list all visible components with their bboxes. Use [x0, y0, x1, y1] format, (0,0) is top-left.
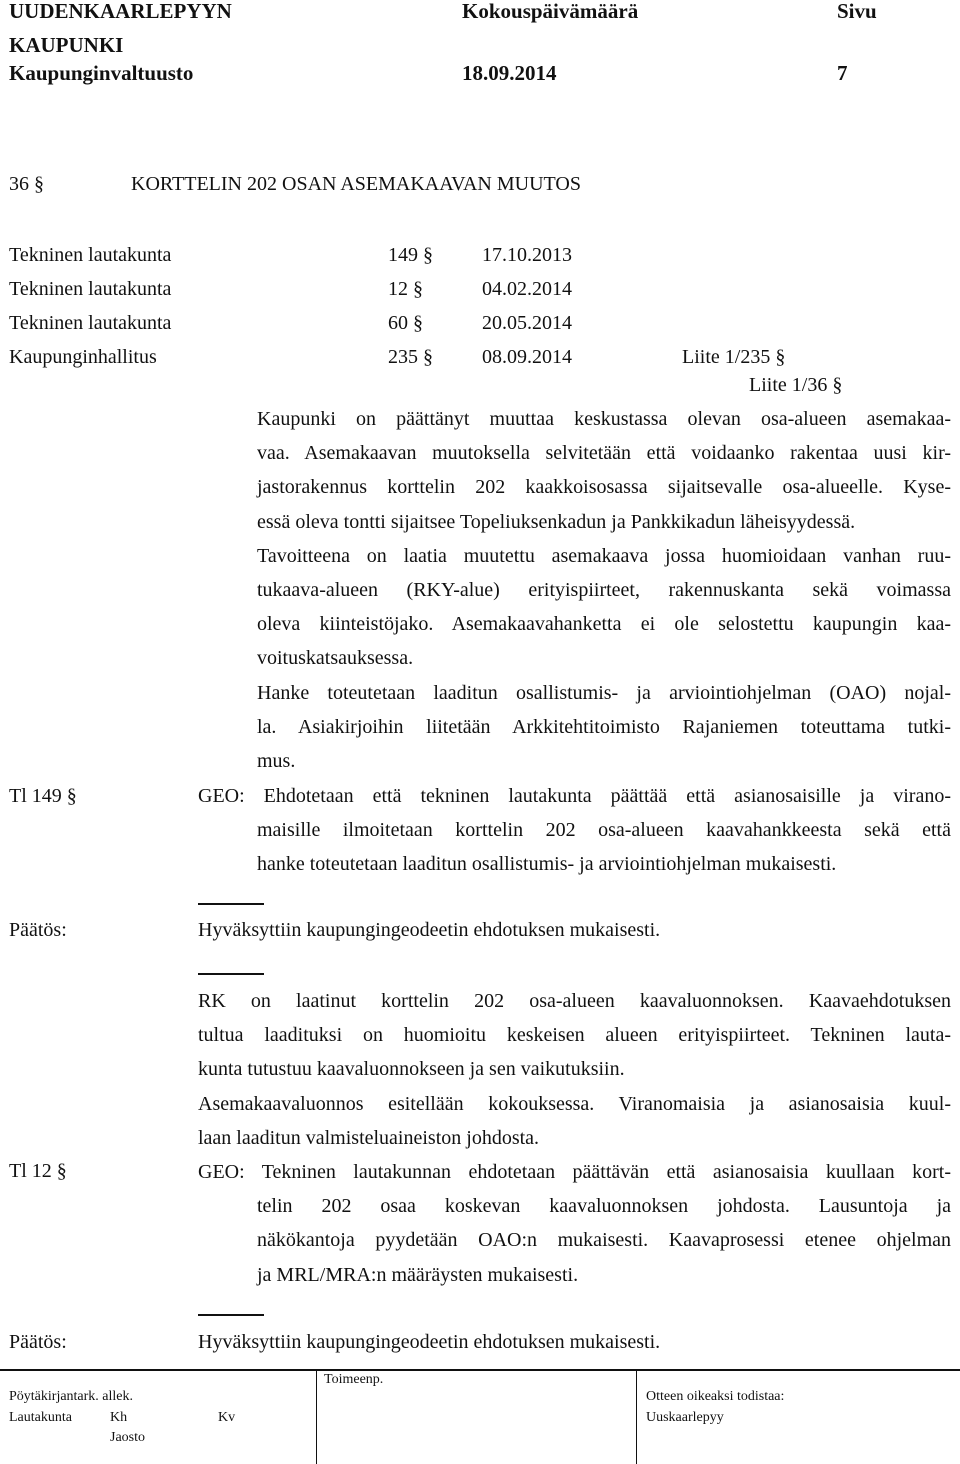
- footer-toimeenp: Toimeenp.: [324, 1372, 384, 1387]
- meeting-body: Kaupunginvaltuusto: [9, 61, 194, 85]
- history-date: 08.09.2014: [482, 346, 572, 368]
- history-date: 20.05.2014: [482, 312, 572, 334]
- text-line: maisille ilmoitetaan korttelin 202 osa-alueen kaavahankkeesta sekä että: [257, 819, 951, 842]
- text-line: Kaupunki on päättänyt muuttaa keskustassa olevan osa-alueen asemakaa-: [257, 408, 951, 430]
- decision-text: Hyväksyttiin kaupungingeodeetin ehdotuksen mukaisesti.: [198, 1331, 661, 1353]
- org-name-line1: UUDENKAARLEPYYN: [9, 0, 232, 23]
- history-date: 04.02.2014: [482, 278, 572, 300]
- text-line: Hanke toteutetaan laaditun osallistumis- ja arviointiohjelman (OAO) nojal-: [257, 681, 951, 704]
- section-number: 36 §: [9, 173, 44, 195]
- separator-line: [198, 903, 264, 905]
- intro-text: [257, 402, 951, 778]
- signature-label: Pöytäkirjantark. allek.: [9, 1389, 134, 1404]
- tl149-proposal: [198, 779, 951, 882]
- page-number: 7: [837, 61, 848, 85]
- decision-label: Päätös:: [9, 919, 67, 941]
- decision-label: Päätös:: [9, 1331, 67, 1353]
- history-body: Tekninen lautakunta: [9, 244, 172, 266]
- section-title: KORTTELIN 202 OSAN ASEMAKAAVAN MUUTOS: [131, 173, 581, 195]
- footer-divider: [636, 1370, 637, 1464]
- text-line: Asemakaavaluonnos esitellään kokouksessa. Viranomaisia ja asianosaisia kuul-: [198, 1092, 951, 1115]
- text-line: la. Asiakirjoihin liitetään Arkkitehtitoimisto Rajaniemen toteuttama tutki-: [257, 715, 951, 738]
- footer-lautakunta: Lautakunta: [9, 1410, 72, 1425]
- text-line: kunta tutustuu kaavaluonnokseen ja sen vaikutuksiin.: [198, 1058, 625, 1081]
- history-paragraph: 60 §: [388, 312, 423, 334]
- text-line: Tavoitteena on laatia muutettu asemakaava jossa huomioidaan vanhan ruu-: [257, 544, 951, 567]
- text-line: ja MRL/MRA:n määräysten mukaisesti.: [257, 1263, 579, 1286]
- tl12-proposal: [198, 1155, 951, 1292]
- tl149-label: Tl 149 §: [9, 785, 77, 807]
- text-line: vaa. Asemakaavan muutoksella selvitetään että voidaanko rakentaa uusi kir-: [257, 442, 951, 465]
- org-name-line2: KAUPUNKI: [9, 33, 124, 57]
- footer-place: Uuskaarlepyy: [646, 1410, 724, 1425]
- attachment-ref: Liite 1/235 §: [682, 346, 786, 368]
- text-line: RK on laatinut korttelin 202 osa-alueen kaavaluonnoksen. Kaavaehdotuksen: [198, 990, 951, 1012]
- date-label: Kokouspäivämäärä: [462, 0, 639, 23]
- text-line: hanke toteutetaan laaditun osallistumis- ja arviointiohjelman mukaisesti.: [257, 853, 837, 876]
- text-line: essä oleva tontti sijaitsee Topeliuksenkadun ja Pankkikadun läheisyydessä.: [257, 510, 856, 533]
- history-paragraph: 12 §: [388, 278, 423, 300]
- footer-jaosto: Jaosto: [110, 1430, 145, 1445]
- footer-rule: [0, 1369, 960, 1371]
- text-line: tultua laadituksi on huomioitu keskeisen alueen erityispiirteet. Tekninen lauta-: [198, 1024, 951, 1047]
- separator-line: [198, 973, 264, 975]
- history-body: Tekninen lautakunta: [9, 312, 172, 334]
- copy-certified-label: Otteen oikeaksi todistaa:: [646, 1389, 785, 1404]
- history-date: 17.10.2013: [482, 244, 572, 266]
- history-paragraph: 235 §: [388, 346, 433, 368]
- page-label: Sivu: [837, 0, 877, 23]
- rk-text: [198, 984, 951, 1155]
- tl12-label: Tl 12 §: [9, 1160, 67, 1182]
- text-line: mus.: [257, 750, 296, 773]
- history-body: Kaupunginhallitus: [9, 346, 157, 368]
- footer-kh: Kh: [110, 1410, 128, 1425]
- separator-line: [198, 1314, 264, 1316]
- text-line: oleva kiinteistöjako. Asemakaavahanketta ei ole selostettu kaupungin kaa-: [257, 613, 951, 636]
- footer-kv: Kv: [218, 1410, 236, 1425]
- history-body: Tekninen lautakunta: [9, 278, 172, 300]
- text-line: telin 202 osaa koskevan kaavaluonnoksen johdosta. Lausuntoja ja: [257, 1195, 951, 1218]
- text-line: laan laaditun valmisteluaineiston johdosta.: [198, 1126, 540, 1149]
- text-line: GEO: Tekninen lautakunnan ehdotetaan päättävän että asianosaisia kuullaan kort-: [198, 1161, 951, 1183]
- text-line: jastorakennus korttelin 202 kaakkoisosassa sijaitsevalle osa-alueelle. Kyse-: [257, 476, 951, 499]
- history-paragraph: 149 §: [388, 244, 433, 266]
- text-line: tukaava-alueen (RKY-alue) erityispiirteet, rakennuskanta sekä voimassa: [257, 579, 951, 602]
- attachment-ref: Liite 1/36 §: [749, 374, 843, 396]
- decision-text: Hyväksyttiin kaupungingeodeetin ehdotuksen mukaisesti.: [198, 919, 661, 941]
- text-line: voituskatsauksessa.: [257, 647, 414, 670]
- footer-divider: [316, 1370, 317, 1464]
- text-line: GEO: Ehdotetaan että tekninen lautakunta päättää että asianosaisille ja virano-: [198, 785, 951, 807]
- text-line: näkökantoja pyydetään OAO:n mukaisesti. Kaavaprosessi etenee ohjelman: [257, 1229, 951, 1252]
- meeting-date: 18.09.2014: [462, 61, 557, 85]
